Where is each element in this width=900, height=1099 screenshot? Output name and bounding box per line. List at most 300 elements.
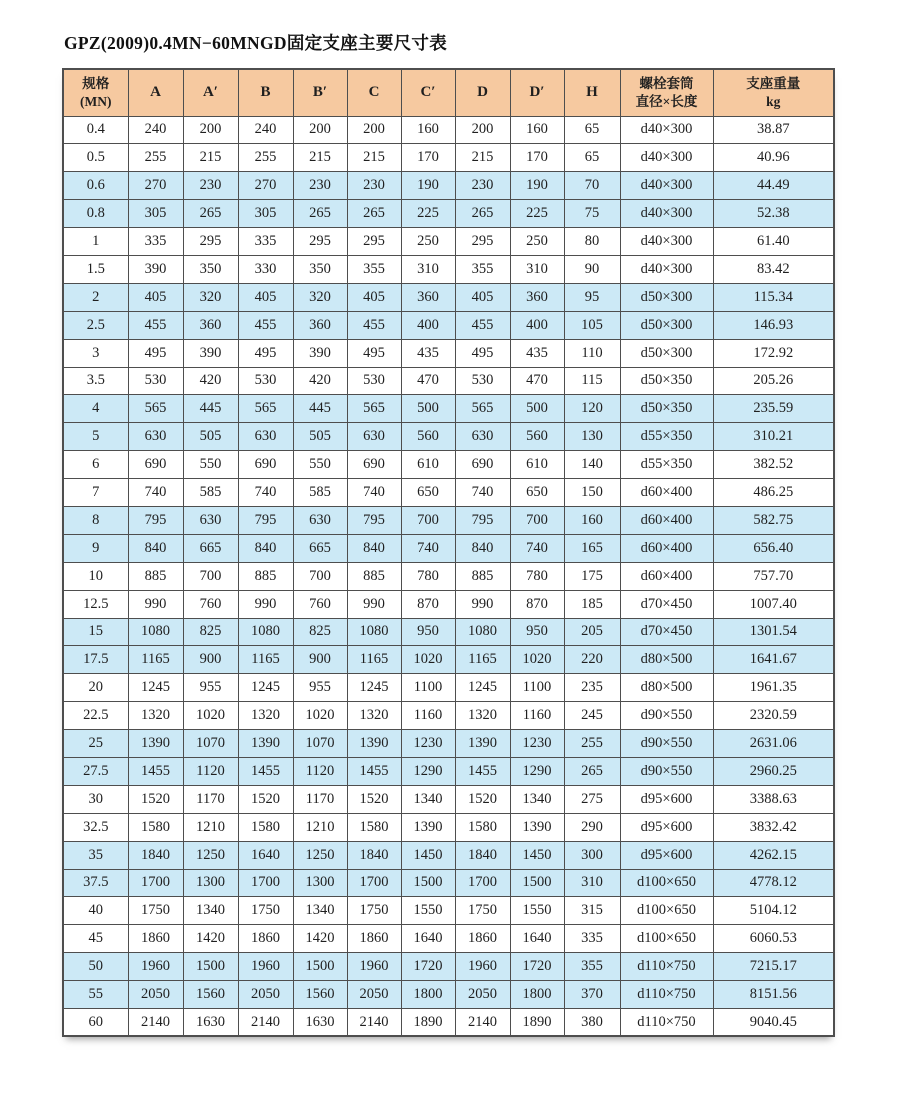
table-row (63, 813, 834, 841)
table-cell: 582.75 (713, 506, 834, 534)
table-cell: 1450 (401, 841, 455, 869)
table-cell: 500 (510, 395, 564, 423)
table-cell: 1020 (510, 646, 564, 674)
table-cell: 840 (455, 534, 510, 562)
table-cell: 295 (293, 228, 347, 256)
table-cell: 1720 (510, 953, 564, 981)
table-cell: 1080 (347, 618, 401, 646)
table-row (63, 925, 834, 953)
table-cell: 1720 (401, 953, 455, 981)
table-cell: 230 (455, 172, 510, 200)
table-cell: 1960 (455, 953, 510, 981)
table-cell: 0.5 (63, 144, 128, 172)
table-cell: 420 (293, 367, 347, 395)
table-cell: 740 (347, 479, 401, 507)
header-line: C (368, 84, 380, 100)
table-cell: d50×300 (620, 339, 713, 367)
header-line: A (150, 84, 161, 100)
table-cell: 35 (63, 841, 128, 869)
table-cell: 225 (401, 200, 455, 228)
table-cell: 265 (564, 757, 620, 785)
table-cell: 700 (183, 562, 238, 590)
table-cell: 2.5 (63, 311, 128, 339)
table-cell: 3832.42 (713, 813, 834, 841)
header-cell (63, 69, 128, 116)
table-cell: 1 (63, 228, 128, 256)
table-cell: 40 (63, 897, 128, 925)
table-cell: 1390 (128, 730, 183, 758)
table-cell: 3 (63, 339, 128, 367)
table-cell: 200 (183, 116, 238, 144)
table-cell: d110×750 (620, 1009, 713, 1037)
table-cell: 1080 (128, 618, 183, 646)
table-cell: 215 (347, 144, 401, 172)
table-row (63, 869, 834, 897)
table-cell: d60×400 (620, 562, 713, 590)
table-cell: 240 (238, 116, 293, 144)
table-cell: 2140 (128, 1009, 183, 1037)
table-cell: d40×300 (620, 200, 713, 228)
table-cell: 1800 (510, 981, 564, 1009)
table-cell: 1961.35 (713, 674, 834, 702)
table-cell: 1080 (238, 618, 293, 646)
table-cell: 505 (293, 423, 347, 451)
header-cell (401, 69, 455, 116)
table-cell: 1340 (401, 785, 455, 813)
table-cell: 0.8 (63, 200, 128, 228)
table-cell: 130 (564, 423, 620, 451)
table-row (63, 646, 834, 674)
table-cell: 1860 (238, 925, 293, 953)
table-cell: 470 (510, 367, 564, 395)
table-cell: 185 (564, 590, 620, 618)
table-cell: 170 (510, 144, 564, 172)
table-cell: 390 (183, 339, 238, 367)
table-cell: 565 (238, 395, 293, 423)
table-cell: 160 (564, 506, 620, 534)
table-cell: 270 (128, 172, 183, 200)
table-cell: 2050 (455, 981, 510, 1009)
table-cell: 200 (293, 116, 347, 144)
table-cell: 795 (455, 506, 510, 534)
table-row (63, 144, 834, 172)
table-cell: 200 (455, 116, 510, 144)
table-cell: 656.40 (713, 534, 834, 562)
table-cell: 1560 (183, 981, 238, 1009)
table-container (62, 68, 835, 1037)
table-cell: 150 (564, 479, 620, 507)
table-cell: 700 (401, 506, 455, 534)
header-cell (238, 69, 293, 116)
table-cell: 885 (455, 562, 510, 590)
table-cell: 1640 (401, 925, 455, 953)
table-cell: 1960 (347, 953, 401, 981)
table-cell: 1020 (293, 702, 347, 730)
table-cell: 1320 (128, 702, 183, 730)
table-cell: d95×600 (620, 785, 713, 813)
table-cell: 1170 (183, 785, 238, 813)
table-cell: d50×350 (620, 395, 713, 423)
table-cell: 1580 (455, 813, 510, 841)
table-cell: 950 (510, 618, 564, 646)
table-cell: 1630 (183, 1009, 238, 1037)
table-cell: 1320 (455, 702, 510, 730)
table-cell: 1500 (401, 869, 455, 897)
table-cell: 0.6 (63, 172, 128, 200)
table-cell: d55×350 (620, 423, 713, 451)
table-cell: d50×300 (620, 311, 713, 339)
table-cell: 990 (238, 590, 293, 618)
table-cell: 740 (238, 479, 293, 507)
table-cell: 420 (183, 367, 238, 395)
table-cell: 1840 (455, 841, 510, 869)
table-cell: 265 (293, 200, 347, 228)
table-cell: 115.34 (713, 283, 834, 311)
table-cell: 320 (183, 283, 238, 311)
table-cell: 650 (510, 479, 564, 507)
table-cell: 172.92 (713, 339, 834, 367)
table-cell: 220 (564, 646, 620, 674)
table-cell: 665 (293, 534, 347, 562)
table-cell: 1641.67 (713, 646, 834, 674)
table-cell: 1165 (347, 646, 401, 674)
table-cell: 630 (347, 423, 401, 451)
table-row (63, 255, 834, 283)
header-cell (510, 69, 564, 116)
table-cell: 175 (564, 562, 620, 590)
table-cell: 1100 (401, 674, 455, 702)
table-cell: 530 (455, 367, 510, 395)
table-cell: 900 (183, 646, 238, 674)
table-cell: 0.4 (63, 116, 128, 144)
table-cell: 1245 (238, 674, 293, 702)
table-cell: 2140 (455, 1009, 510, 1037)
table-cell: 8151.56 (713, 981, 834, 1009)
table-row (63, 228, 834, 256)
table-cell: 360 (510, 283, 564, 311)
table-cell: d100×650 (620, 925, 713, 953)
table-cell: 270 (238, 172, 293, 200)
header-cell (620, 69, 713, 116)
table-cell: 1550 (401, 897, 455, 925)
table-cell: 1960 (238, 953, 293, 981)
table-cell: 400 (510, 311, 564, 339)
table-cell: 455 (128, 311, 183, 339)
table-row (63, 674, 834, 702)
table-cell: 265 (455, 200, 510, 228)
header-line: D (477, 84, 488, 100)
table-cell: 495 (347, 339, 401, 367)
table-cell: 1450 (510, 841, 564, 869)
table-cell: 215 (455, 144, 510, 172)
table-cell: 1390 (510, 813, 564, 841)
table-cell: 650 (401, 479, 455, 507)
table-cell: 1290 (401, 757, 455, 785)
header-line: A′ (202, 84, 219, 100)
table-cell: 55 (63, 981, 128, 1009)
table-cell: d80×500 (620, 646, 713, 674)
table-cell: 4778.12 (713, 869, 834, 897)
table-cell: 455 (455, 311, 510, 339)
table-cell: 1210 (183, 813, 238, 841)
table-cell: 170 (401, 144, 455, 172)
table-cell: 40.96 (713, 144, 834, 172)
table-cell: 350 (293, 255, 347, 283)
table-cell: 382.52 (713, 451, 834, 479)
table-cell: 1520 (455, 785, 510, 813)
table-cell: 1020 (401, 646, 455, 674)
table-cell: 2050 (347, 981, 401, 1009)
table-row (63, 311, 834, 339)
table-cell: 495 (128, 339, 183, 367)
table-cell: 1890 (510, 1009, 564, 1037)
table-cell: 1520 (128, 785, 183, 813)
table-cell: 37.5 (63, 869, 128, 897)
table-row (63, 562, 834, 590)
table-cell: 486.25 (713, 479, 834, 507)
table-cell: 1070 (183, 730, 238, 758)
header-line: H (586, 84, 598, 100)
table-cell: 65 (564, 116, 620, 144)
table-cell: 30 (63, 785, 128, 813)
table-cell: 2140 (238, 1009, 293, 1037)
table-cell: 310 (564, 869, 620, 897)
table-cell: 310 (401, 255, 455, 283)
table-cell: 505 (183, 423, 238, 451)
table-cell: 4262.15 (713, 841, 834, 869)
table-cell: 4 (63, 395, 128, 423)
table-cell: 1300 (293, 869, 347, 897)
table-cell: 7215.17 (713, 953, 834, 981)
table-row (63, 590, 834, 618)
table-cell: 310.21 (713, 423, 834, 451)
table-cell: 295 (455, 228, 510, 256)
table-row (63, 423, 834, 451)
table-cell: 235 (564, 674, 620, 702)
table-cell: 780 (401, 562, 455, 590)
table-row (63, 618, 834, 646)
table-cell: d80×500 (620, 674, 713, 702)
table-cell: 330 (238, 255, 293, 283)
table-cell: 495 (455, 339, 510, 367)
table-cell: 27.5 (63, 757, 128, 785)
table-cell: 610 (510, 451, 564, 479)
table-row (63, 730, 834, 758)
table-cell: 45 (63, 925, 128, 953)
table-cell: 1750 (455, 897, 510, 925)
table-cell: 955 (293, 674, 347, 702)
table-cell: 585 (293, 479, 347, 507)
table-cell: 2960.25 (713, 757, 834, 785)
table-cell: 160 (510, 116, 564, 144)
table-cell: 265 (183, 200, 238, 228)
table-cell: 1390 (455, 730, 510, 758)
table-cell: 3388.63 (713, 785, 834, 813)
dimension-table (62, 68, 835, 1037)
table-cell: 1320 (238, 702, 293, 730)
table-cell: d95×600 (620, 813, 713, 841)
table-cell: 355 (455, 255, 510, 283)
table-cell: d60×400 (620, 534, 713, 562)
table-cell: d60×400 (620, 506, 713, 534)
table-cell: 757.70 (713, 562, 834, 590)
table-cell: 215 (183, 144, 238, 172)
table-row (63, 953, 834, 981)
table-cell: 1340 (293, 897, 347, 925)
table-cell: 335 (564, 925, 620, 953)
table-cell: 1500 (183, 953, 238, 981)
table-cell: 1165 (128, 646, 183, 674)
table-cell: 1560 (293, 981, 347, 1009)
header-line: D′ (529, 84, 545, 100)
table-cell: 255 (238, 144, 293, 172)
table-cell: 300 (564, 841, 620, 869)
table-cell: 1500 (510, 869, 564, 897)
table-row (63, 451, 834, 479)
header-line: 直径×长度 (635, 93, 698, 109)
table-cell: 1455 (128, 757, 183, 785)
table-cell: 2320.59 (713, 702, 834, 730)
table-cell: d90×550 (620, 730, 713, 758)
table-row (63, 757, 834, 785)
table-cell: 690 (455, 451, 510, 479)
table-cell: d100×650 (620, 869, 713, 897)
table-cell: 390 (128, 255, 183, 283)
table-cell: d60×400 (620, 479, 713, 507)
header-line: 规格 (82, 76, 110, 92)
table-cell: d90×550 (620, 757, 713, 785)
table-cell: 1580 (128, 813, 183, 841)
table-cell: 44.49 (713, 172, 834, 200)
table-row (63, 785, 834, 813)
table-cell: 1160 (401, 702, 455, 730)
table-cell: 760 (183, 590, 238, 618)
table-cell: 1800 (401, 981, 455, 1009)
table-cell: d90×550 (620, 702, 713, 730)
table-cell: 1.5 (63, 255, 128, 283)
table-cell: 1390 (347, 730, 401, 758)
table-cell: 165 (564, 534, 620, 562)
table-cell: 1860 (455, 925, 510, 953)
table-cell: 455 (347, 311, 401, 339)
table-row (63, 339, 834, 367)
table-cell: 435 (401, 339, 455, 367)
table-cell: 355 (564, 953, 620, 981)
table-cell: 1700 (347, 869, 401, 897)
table-cell: 1340 (510, 785, 564, 813)
table-cell: 17.5 (63, 646, 128, 674)
table-cell: 885 (347, 562, 401, 590)
table-cell: 275 (564, 785, 620, 813)
table-cell: 560 (510, 423, 564, 451)
table-cell: 445 (293, 395, 347, 423)
table-cell: 990 (455, 590, 510, 618)
table-cell: 115 (564, 367, 620, 395)
table-row (63, 395, 834, 423)
table-cell: 335 (238, 228, 293, 256)
header-line: kg (766, 93, 781, 109)
table-cell: 1100 (510, 674, 564, 702)
table-cell: 1750 (128, 897, 183, 925)
table-cell: 1700 (128, 869, 183, 897)
table-cell: 80 (564, 228, 620, 256)
table-cell: d50×300 (620, 283, 713, 311)
table-cell: 795 (238, 506, 293, 534)
table-cell: d70×450 (620, 590, 713, 618)
header-line: (MN) (80, 93, 112, 109)
table-cell: 83.42 (713, 255, 834, 283)
table-cell: d55×350 (620, 451, 713, 479)
table-cell: 900 (293, 646, 347, 674)
table-cell: 630 (183, 506, 238, 534)
table-row (63, 981, 834, 1009)
table-cell: 250 (401, 228, 455, 256)
table-cell: 50 (63, 953, 128, 981)
table-cell: 5 (63, 423, 128, 451)
table-cell: 530 (347, 367, 401, 395)
table-cell: 405 (455, 283, 510, 311)
header-line: 支座重量 (746, 76, 801, 92)
table-cell: 265 (347, 200, 401, 228)
table-cell: 1640 (510, 925, 564, 953)
table-cell: 1165 (455, 646, 510, 674)
table-cell: 840 (347, 534, 401, 562)
table-cell: 3.5 (63, 367, 128, 395)
table-cell: 1455 (238, 757, 293, 785)
table-cell: 470 (401, 367, 455, 395)
header-line: B′ (312, 84, 328, 100)
table-cell: 1455 (455, 757, 510, 785)
table-cell: d40×300 (620, 116, 713, 144)
table-cell: 1500 (293, 953, 347, 981)
table-cell: 200 (347, 116, 401, 144)
table-body (63, 116, 834, 1036)
table-cell: 350 (183, 255, 238, 283)
table-row (63, 200, 834, 228)
table-cell: 665 (183, 534, 238, 562)
table-cell: 360 (293, 311, 347, 339)
header-cell (347, 69, 401, 116)
table-cell: 8 (63, 506, 128, 534)
table-row (63, 367, 834, 395)
table-cell: 2050 (128, 981, 183, 1009)
table-cell: 61.40 (713, 228, 834, 256)
table-cell: 140 (564, 451, 620, 479)
table-cell: 1580 (238, 813, 293, 841)
table-cell: d50×350 (620, 367, 713, 395)
table-cell: 760 (293, 590, 347, 618)
table-header (63, 69, 834, 116)
table-cell: 630 (293, 506, 347, 534)
table-cell: 630 (238, 423, 293, 451)
table-row (63, 506, 834, 534)
table-row (63, 897, 834, 925)
table-cell: 38.87 (713, 116, 834, 144)
table-cell: 225 (510, 200, 564, 228)
table-cell: 740 (510, 534, 564, 562)
table-cell: 9040.45 (713, 1009, 834, 1037)
table-cell: 740 (455, 479, 510, 507)
table-cell: 22.5 (63, 702, 128, 730)
table-row (63, 479, 834, 507)
table-row (63, 172, 834, 200)
table-cell: 500 (401, 395, 455, 423)
table-cell: d40×300 (620, 255, 713, 283)
table-cell: 950 (401, 618, 455, 646)
table-cell: 1700 (455, 869, 510, 897)
table-cell: 1245 (347, 674, 401, 702)
table-cell: 840 (128, 534, 183, 562)
